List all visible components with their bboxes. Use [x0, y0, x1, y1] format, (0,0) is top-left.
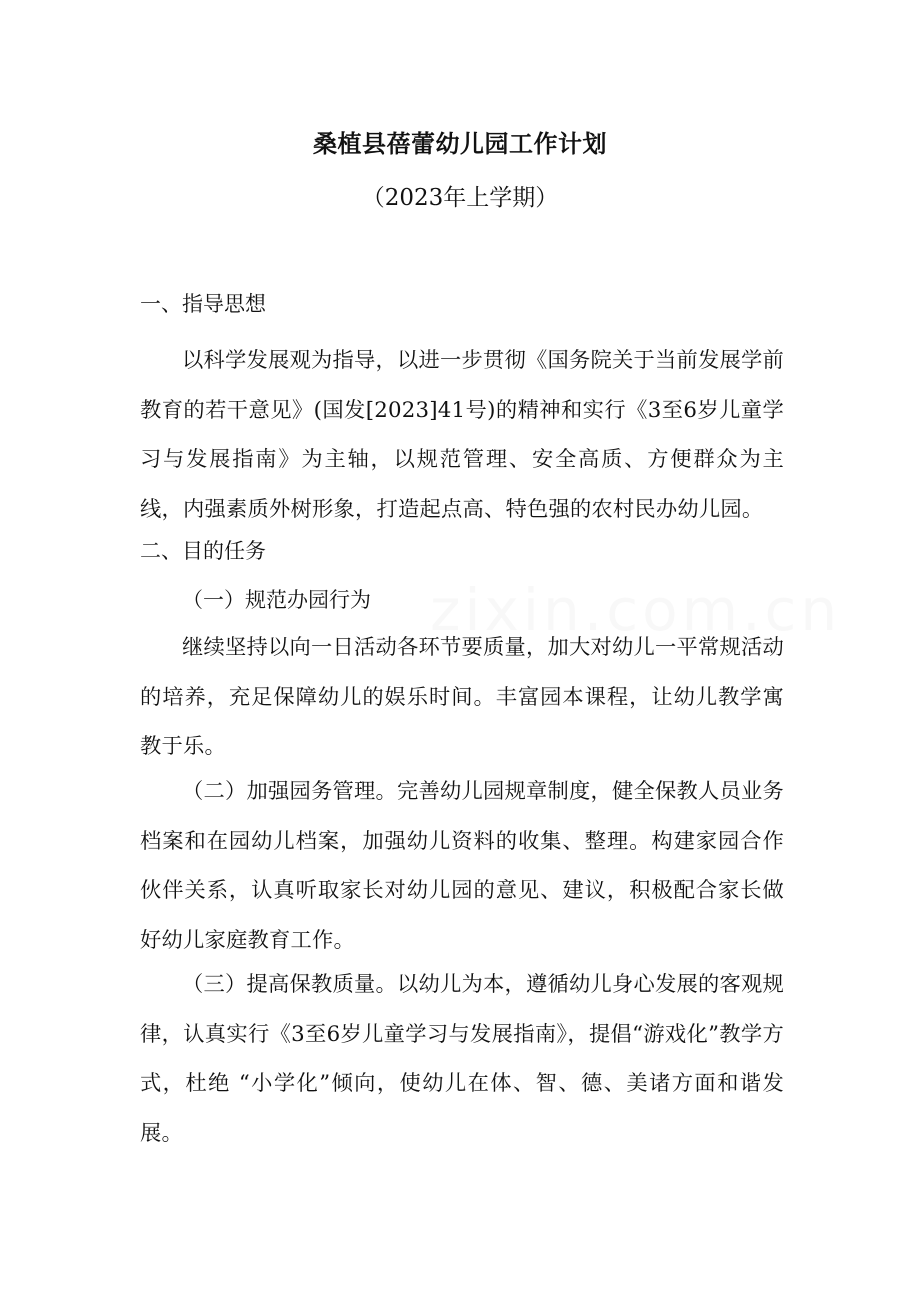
paragraph-guiding-ideology: 以科学发展观为指导，以进一步贯彻《国务院关于当前发展学前教育的若干意见》(国发[2023]41号)的精神和实行《3至6岁儿童学习与发展指南》为主轴，以规范管理、安全高质、方便群众为主线，内强素质外树形象，打造起点高、特色强的农村民办幼儿园。	[140, 348, 784, 522]
item-heading-standardize: （一）规范办园行为	[182, 588, 371, 612]
section-heading-guiding-ideology: 一、指导思想	[140, 292, 266, 316]
document-title: 桑植县蓓蕾幼儿园工作计划	[313, 130, 607, 158]
paragraph-management: （二）加强园务管理。完善幼儿园规章制度，健全保教人员业务档案和在园幼儿档案，加强幼儿资料的收集、整理。构建家园合作伙伴关系，认真听取家长对幼儿园的意见、建议，积极配合家长做好幼儿家庭教育工作。	[140, 779, 784, 953]
paragraph-standardize: 继续坚持以向一日活动各环节要质量，加大对幼儿一平常规活动的培养，充足保障幼儿的娱乐时间。丰富园本课程，让幼儿教学寓教于乐。	[140, 635, 784, 759]
document-subtitle: （2023年上学期）	[361, 185, 559, 211]
section-heading-tasks: 二、目的任务	[140, 539, 266, 563]
watermark: zixin.com.cn	[430, 576, 842, 644]
paragraph-quality: （三）提高保教质量。以幼儿为本，遵循幼儿身心发展的客观规律，认真实行《3至6岁儿童学习与发展指南》，提倡“游戏化”教学方式，杜绝 “小学化”倾向，使幼儿在体、智、德、美诸方面和谐发展。	[140, 972, 784, 1146]
